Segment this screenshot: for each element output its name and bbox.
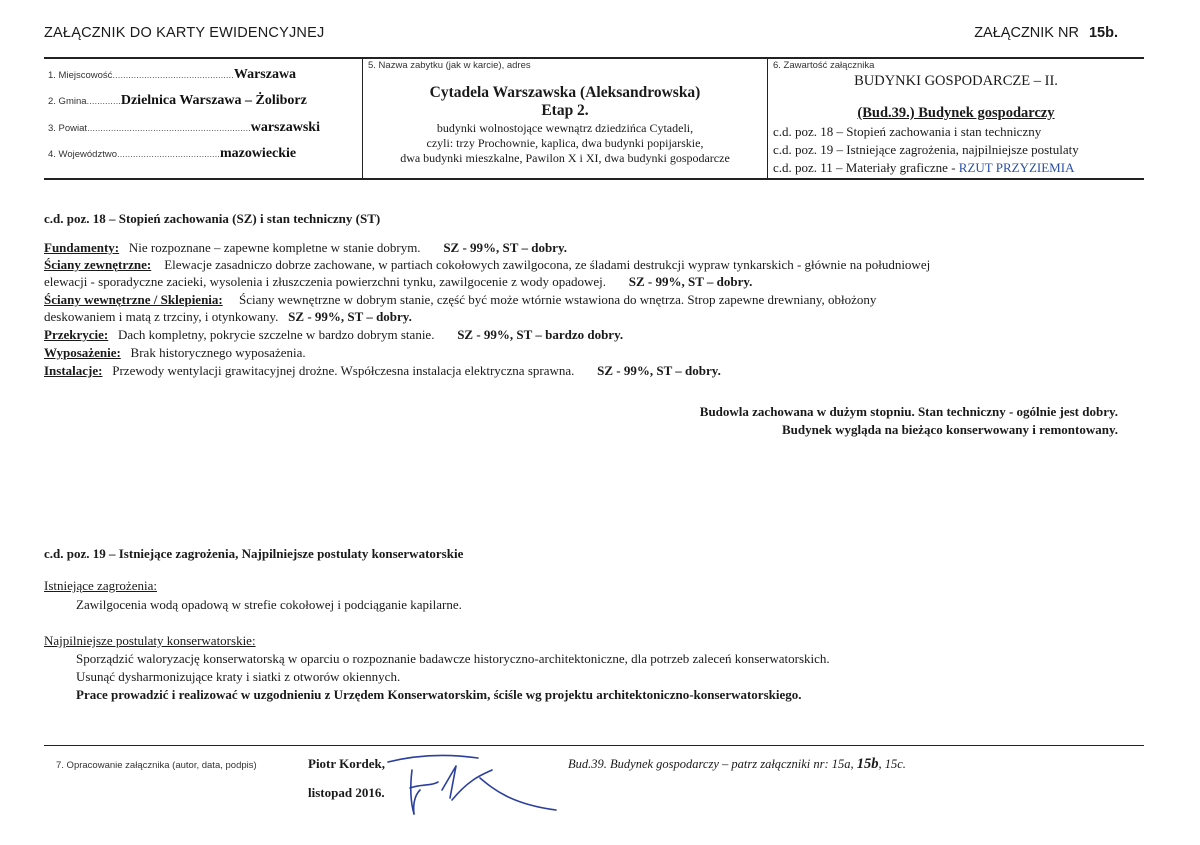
sciany-wew-label: Ściany wewnętrzne / Sklepienia: (44, 292, 223, 307)
monument-label: 5. Nazwa zabytku (jak w karcie), adres (368, 60, 531, 71)
monument-desc-2: czyli: trzy Prochownie, kaplica, dwa budynki popijarskie, (426, 136, 704, 150)
threats-text: Zawilgocenia wodą opadową w strefie cokołowej i podciąganie kapilarne. (76, 597, 462, 612)
sciany-wew-row-2 (44, 309, 412, 325)
postulate-3: Prace prowadzić i realizować w uzgodnieniu z Urzędem Konserwatorskim, ściśle wg projektu architektoniczno-konserwatorskiego. (76, 687, 802, 702)
sciany-zew-label: Ściany zewnętrzne: (44, 257, 152, 272)
contents-label: 6. Zawartość załącznika (773, 60, 875, 71)
gmina-field: 2. Gmina.............Dzielnica Warszawa – Żoliborz (48, 93, 307, 108)
footer-rule (44, 745, 1144, 746)
postulate-2: Usunąć dysharmonizujące kraty i siatki z otworów okiennych. (76, 669, 401, 684)
przekrycie-text: Dach kompletny, pokrycie szczelne w bardzo dobrym stanie. (117, 327, 435, 342)
postulate-1: Sporządzić waloryzację konserwatorską w oparciu o rozpoznanie badawcze historyczno-architektoniczne, dla potrzeb zaleceń konserwatorskich. (76, 651, 830, 666)
contents-title: BUDYNKI GOSPODARCZE – II. (854, 73, 1058, 89)
przekrycie-label: Przekrycie: (44, 327, 109, 342)
sciany-zew-text-1: Elewacje zasadniczo dobrze zachowane, w partiach cokołowych zawilgocona, ze śladami destrukcji wypraw tynkarskich - głównie na południowej (164, 257, 931, 272)
section-19-heading: c.d. poz. 19 – Istniejące zagrożenia, Najpilniejsze postulaty konserwatorskie (44, 546, 464, 561)
sciany-zew-text-2: elewacji - sporadyczne zacieki, wysolenia i złuszczenia powierzchni tynku, zawilgocenie z wody opadowej. (44, 274, 607, 289)
wyposazenie-row (44, 345, 306, 361)
miejscowosc-value: Warszawa (233, 67, 297, 82)
attachment-number (974, 25, 1118, 41)
monument-desc-1: budynki wolnostojące wewnątrz dziedzińca Cytadeli, (436, 121, 694, 135)
monument-desc-3: dwa budynki mieszkalne, Pawilon X i XI, dwa budynki gospodarcze (400, 151, 730, 165)
contents-building: (Bud.39.) Budynek gospodarczy (857, 105, 1055, 121)
wojewodztwo-value: mazowieckie (219, 146, 297, 161)
footer-author: Piotr Kordek, (308, 756, 386, 771)
box-bottom-rule (44, 178, 1144, 180)
threats-label: Istniejące zagrożenia: (44, 578, 157, 593)
postulates-label: Najpilniejsze postulaty konserwatorskie: (44, 633, 256, 648)
gmina-label: 2. Gmina (48, 96, 87, 107)
sciany-zew-row-1 (44, 257, 930, 273)
powiat-label: 3. Powiat (48, 123, 88, 134)
contents-item-2: c.d. poz. 19 – Istniejące zagrożenia, najpilniejsze postulaty (773, 142, 1079, 157)
powiat-field: 3. Powiat..............................................................warszawski (48, 120, 320, 135)
contents-item-1: c.d. poz. 18 – Stopień zachowania i stan techniczny (773, 124, 1042, 139)
footer-reference-current: 15b (856, 756, 879, 772)
sciany-zew-row-2 (44, 274, 752, 290)
fundamenty-rating: SZ - 99%, ST – dobry. (443, 240, 567, 255)
instalacje-text: Przewody wentylacji grawitacyjnej drożne. Współczesna instalacja elektryczna sprawna. (112, 363, 575, 378)
sciany-wew-text-2: deskowaniem i matą z trzciny, i otynkowany. (44, 309, 279, 324)
signature-graphic (380, 748, 570, 828)
miejscowosc-label: 1. Miejscowość (48, 70, 113, 81)
footer-reference-prefix: Bud.39. Budynek gospodarczy – patrz załączniki nr: 15a, (568, 757, 857, 771)
section-18-heading: c.d. poz. 18 – Stopień zachowania (SZ) i stan techniczny (ST) (44, 211, 381, 226)
contents-item-3-prefix: c.d. poz. 11 – Materiały graficzne - (773, 160, 959, 175)
sciany-wew-text-1: Ściany wewnętrzne w dobrym stanie, część być może wtórnie wstawiona do wnętrza. Strop zapewne drewniany, obłożony (239, 292, 877, 307)
powiat-value: warszawski (250, 120, 320, 135)
gmina-value: Dzielnica Warszawa – Żoliborz (120, 93, 307, 108)
fundamenty-text: Nie rozpoznane – zapewne kompletne w stanie dobrym. (128, 240, 421, 255)
sciany-wew-rating: SZ - 99%, ST – dobry. (288, 309, 412, 324)
document-title: ZAŁĄCZNIK DO KARTY EWIDENCYJNEJ (44, 25, 325, 41)
przekrycie-row (44, 327, 623, 343)
top-rule (44, 57, 1144, 59)
wyposazenie-label: Wyposażenie: (44, 345, 121, 360)
monument-block (363, 84, 767, 166)
footer-reference (568, 756, 906, 773)
fundamenty-label: Fundamenty: (44, 240, 120, 255)
wojewodztwo-label: 4. Województwo (48, 149, 117, 160)
wyposazenie-text: Brak historycznego wyposażenia. (130, 345, 306, 360)
monument-stage: Etap 2. (541, 102, 589, 119)
attachment-no: 15b. (1088, 25, 1118, 41)
summary-line-1: Budowla zachowana w dużym stopniu. Stan techniczny - ogólnie jest dobry. (699, 404, 1118, 419)
monument-name: Cytadela Warszawska (Aleksandrowska) (429, 84, 701, 101)
sciany-wew-row-1 (44, 292, 876, 308)
przekrycie-rating: SZ - 99%, ST – bardzo dobry. (457, 327, 624, 342)
fundamenty-row (44, 240, 567, 256)
contents-item-3 (773, 160, 1074, 176)
miejscowosc-field: 1. Miejscowość..............................................Warszawa (48, 67, 297, 82)
rzut-przyziemia-link[interactable]: RZUT PRZYZIEMIA (958, 160, 1075, 175)
instalacje-label: Instalacje: (44, 363, 103, 378)
footer-label: 7. Opracowanie załącznika (autor, data, podpis) (56, 760, 257, 771)
footer-date: listopad 2016. (308, 785, 385, 800)
summary-line-2: Budynek wygląda na bieżąco konserwowany i remontowany. (782, 422, 1118, 437)
wojewodztwo-field: 4. Województwo.......................................mazowieckie (48, 146, 297, 161)
attachment-label: ZAŁĄCZNIK NR (974, 25, 1079, 41)
footer-reference-suffix: , 15c. (878, 757, 906, 771)
instalacje-row (44, 363, 721, 379)
sciany-zew-rating: SZ - 99%, ST – dobry. (628, 274, 753, 289)
instalacje-rating: SZ - 99%, ST – dobry. (597, 363, 721, 378)
